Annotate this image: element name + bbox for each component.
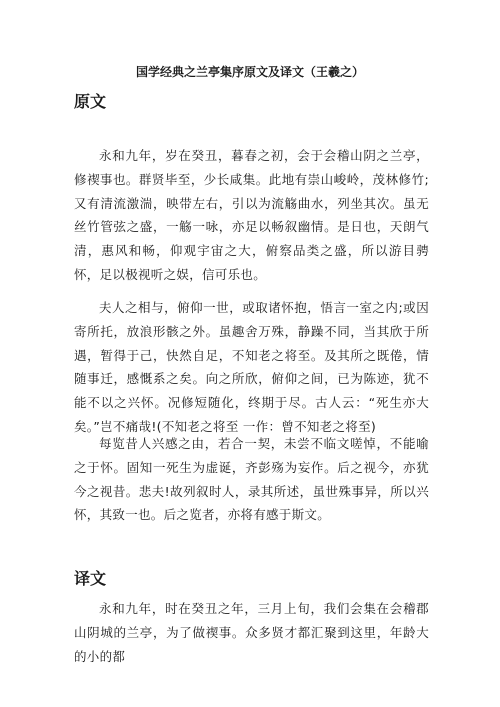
original-text-heading: 原文 [74, 92, 107, 111]
translation-heading: 译文 [74, 569, 107, 588]
original-paragraph-3: 每览昔人兴感之由，若合一契，未尝不临文嗟悼，不能喻之于怀。固知一死生为虚诞，齐彭殇为妄作。后之视今，亦犹今之视昔。悲夫!故列叙时人，录其所述，虽世殊事异，所以兴怀，其致一也。后之览者，亦将有感于斯文。 [74, 436, 429, 523]
original-paragraph-1: 永和九年，岁在癸丑，暮春之初，会于会稽山阴之兰亭，修禊事也。群贤毕至，少长咸集。此地有崇山峻岭，茂林修竹;又有清流激湍，映带左右，引以为流觞曲水，列坐其次。虽无丝竹管弦之盛，一觞一咏，亦足以畅叙幽情。是日也，天朗气清，惠风和畅，仰观宇宙之大，俯察品类之盛，所以游目骋怀，足以极视听之娱，信可乐也。 [74, 148, 429, 282]
document-title: 国学经典之兰亭集序原文及译文（王羲之） [135, 65, 364, 79]
original-paragraph-2: 夫人之相与，俯仰一世，或取诸怀抱，悟言一室之内;或因寄所托，放浪形骸之外。虽趣舍万殊，静躁不同，当其欣于所遇，暂得于己，快然自足，不知老之将至。及其所之既倦，情随事迁，感慨系之矣。向之所欣，俯仰之间，已为陈迹，犹不能不以之兴怀。况修短随化，终期于尽。古人云：“死生亦大矣。”岂不痛哉!(不知老之将至 一作：曾不知老之将至) [74, 300, 429, 434]
translation-paragraph-1: 永和九年，时在癸丑之年，三月上旬，我们会集在会稽郡山阴城的兰亭，为了做禊事。众多贤才都汇聚到这里，年龄大的小的都 [74, 601, 429, 664]
